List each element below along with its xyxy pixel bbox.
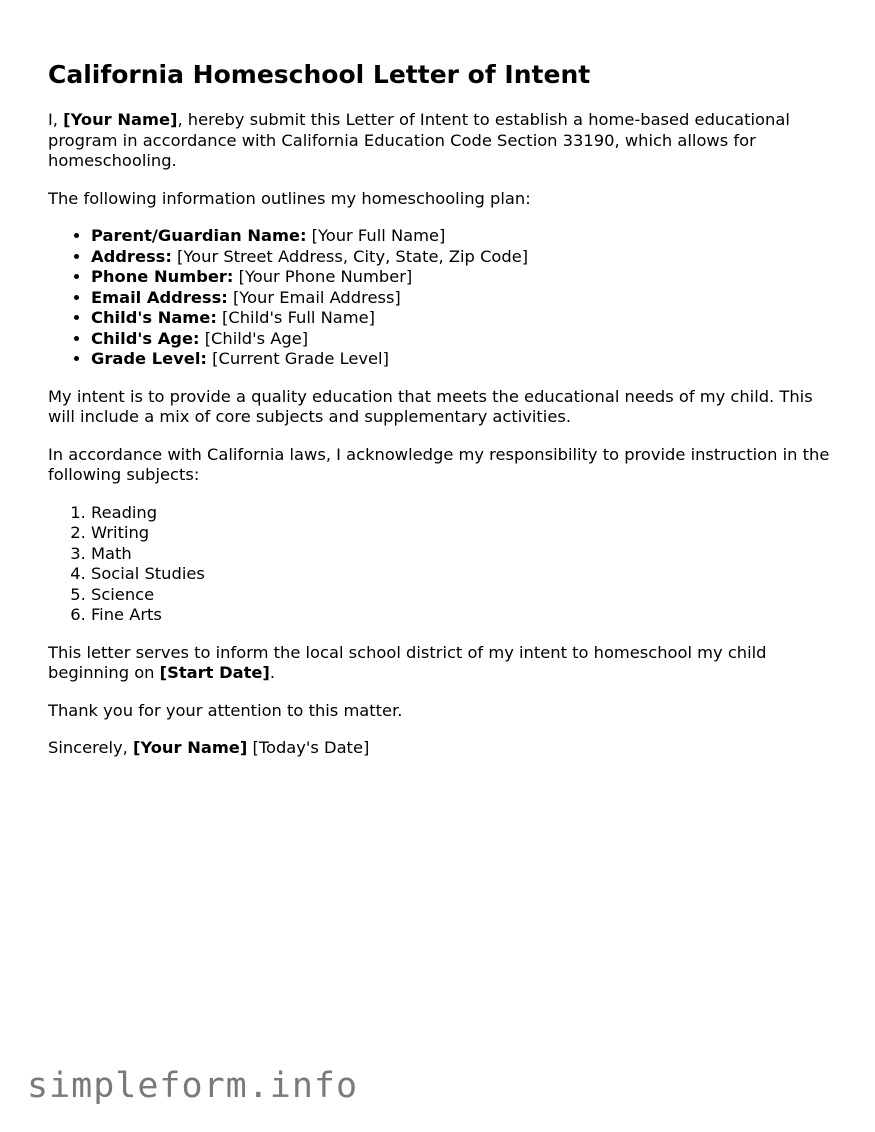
info-value: [Your Full Name] <box>306 226 446 245</box>
inform-pre: This letter serves to inform the local school district of my intent to homeschool my child beginning on <box>48 642 767 682</box>
list-item <box>91 267 838 288</box>
info-label: Phone Number: <box>91 267 234 286</box>
intro-pre: I, <box>48 110 64 129</box>
info-list <box>48 226 838 370</box>
info-value: [Current Grade Level] <box>206 349 389 368</box>
plan-intro-paragraph: The following information outlines my homeschooling plan: <box>48 188 531 208</box>
start-date-placeholder: [Start Date] <box>159 663 270 682</box>
info-value: [Child's Full Name] <box>216 308 375 327</box>
closing-paragraph <box>48 738 838 759</box>
intro-paragraph <box>48 110 838 172</box>
intro-name-placeholder: [Your Name] <box>63 110 178 129</box>
intro-post: , hereby submit this Letter of Intent to establish a home-based educational program in accordance with California Education Code Section 33190, which allows for homeschooling. <box>48 110 790 170</box>
list-item <box>91 247 838 268</box>
list-item <box>91 288 838 309</box>
intent-paragraph: My intent is to provide a quality education that meets the educational needs of my child. This will include a mix of core subjects and supplementary activities. <box>48 386 813 426</box>
list-item <box>91 308 838 329</box>
info-label: Parent/Guardian Name: <box>91 226 307 245</box>
letter-document <box>48 58 838 776</box>
closing-date-placeholder: [Today's Date] <box>247 738 370 757</box>
list-item <box>91 226 838 247</box>
list-item: 1. Reading <box>91 503 838 524</box>
thanks-paragraph: Thank you for your attention to this matter. <box>48 700 403 720</box>
inform-post: . <box>269 663 276 682</box>
info-label: Email Address: <box>91 287 228 307</box>
list-item: 4. Social Studies <box>91 564 838 585</box>
closing-name-placeholder: [Your Name] <box>133 738 248 757</box>
list-item: 5. Science <box>91 585 838 606</box>
list-item: 6. Fine Arts <box>91 605 838 626</box>
page-title: California Homeschool Letter of Intent <box>48 60 591 89</box>
info-label: Grade Level: <box>91 349 207 368</box>
info-value: [Your Email Address] <box>227 287 401 307</box>
inform-paragraph <box>48 643 838 684</box>
info-value: [Your Phone Number] <box>233 267 413 286</box>
info-label: Child's Age: <box>91 328 200 348</box>
subjects-list <box>48 503 838 626</box>
info-value: [Your Street Address, City, State, Zip Code] <box>171 246 529 266</box>
accordance-paragraph: In accordance with California laws, I acknowledge my responsibility to provide instruction in the following subjects: <box>48 444 830 484</box>
info-label: Child's Name: <box>91 308 217 327</box>
closing-pre: Sincerely, <box>48 738 134 757</box>
info-label: Address: <box>91 246 172 266</box>
list-item: 3. Math <box>91 544 838 565</box>
list-item <box>91 349 838 370</box>
watermark: simpleform.info <box>27 1066 359 1106</box>
list-item <box>91 329 838 350</box>
info-value: [Child's Age] <box>199 328 309 348</box>
list-item: 2. Writing <box>91 523 838 544</box>
